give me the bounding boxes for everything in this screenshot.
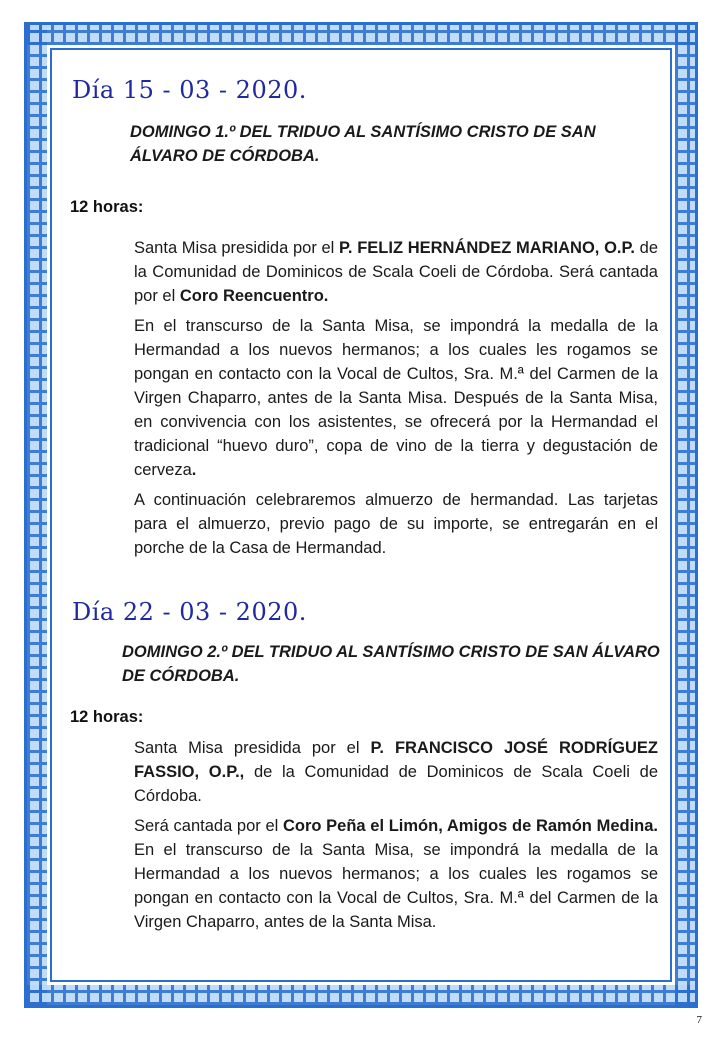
paragraph-1-1: Santa Misa presidida por el P. FELIZ HERNÁNDEZ MARIANO, O.P. de la Comunidad de Dominicos de Scala Coeli de Córdoba. Será cantada por el Coro Reencuentro. (134, 239, 659, 305)
page-content (50, 48, 672, 982)
border-strip-left (27, 25, 47, 1005)
paragraph-1-2: En el transcurso de la Santa Misa, se impondrá la medalla de la Hermandad a los nuevos hermanos; a los cuales les rogamos se pongan en contacto con la Vocal de Cultos, Sra. M.ª del Carmen de la Virgen Chaparro, antes de la Santa Misa. Después de la Santa Misa, en convivencia con los asistentes, se ofrecerá por la Hermandad el tradicional “huevo duro”, copa de vino de la tierra y degustación de cerveza. (134, 317, 658, 479)
day-heading-2: Día 22 - 03 - 2020. (72, 598, 307, 626)
sunday-title-2: DOMINGO 2.º DEL TRIDUO AL SANTÍSIMO CRISTO DE SAN ÁLVARO DE CÓRDOBA. (122, 643, 660, 685)
sunday-title-1: DOMINGO 1.º DEL TRIDUO AL SANTÍSIMO CRISTO DE SAN ÁLVARO DE CÓRDOBA. (130, 123, 596, 165)
paragraph-2-2: Será cantada por el Coro Peña el Limón, Amigos de Ramón Medina. En el transcurso de la Santa Misa, se impondrá la medalla de la Hermandad a los nuevos hermanos; a los cuales les rogamos se pongan en contacto con la Vocal de Cultos, Sra. M.ª del Carmen de la Virgen Chaparro, antes de la Santa Misa. (134, 817, 658, 931)
paragraph-1-3: A continuación celebraremos almuerzo de hermandad. Las tarjetas para el almuerzo, previo pago de su importe, se entregarán en el porche de la Casa de Hermandad. (134, 491, 658, 557)
border-strip-right (675, 25, 695, 1005)
page-number: 7 (696, 1014, 702, 1026)
hour-label-1: 12 horas: (70, 198, 144, 216)
hour-label-2: 12 horas: (70, 708, 144, 726)
paragraph-2-1: Santa Misa presidida por el P. FRANCISCO JOSÉ RODRÍGUEZ FASSIO, O.P., de la Comunidad de Dominicos de Scala Coeli de Córdoba. (134, 739, 659, 805)
border-strip-top (27, 25, 695, 45)
day-heading-1: Día 15 - 03 - 2020. (72, 76, 307, 104)
border-strip-bottom (27, 985, 695, 1005)
